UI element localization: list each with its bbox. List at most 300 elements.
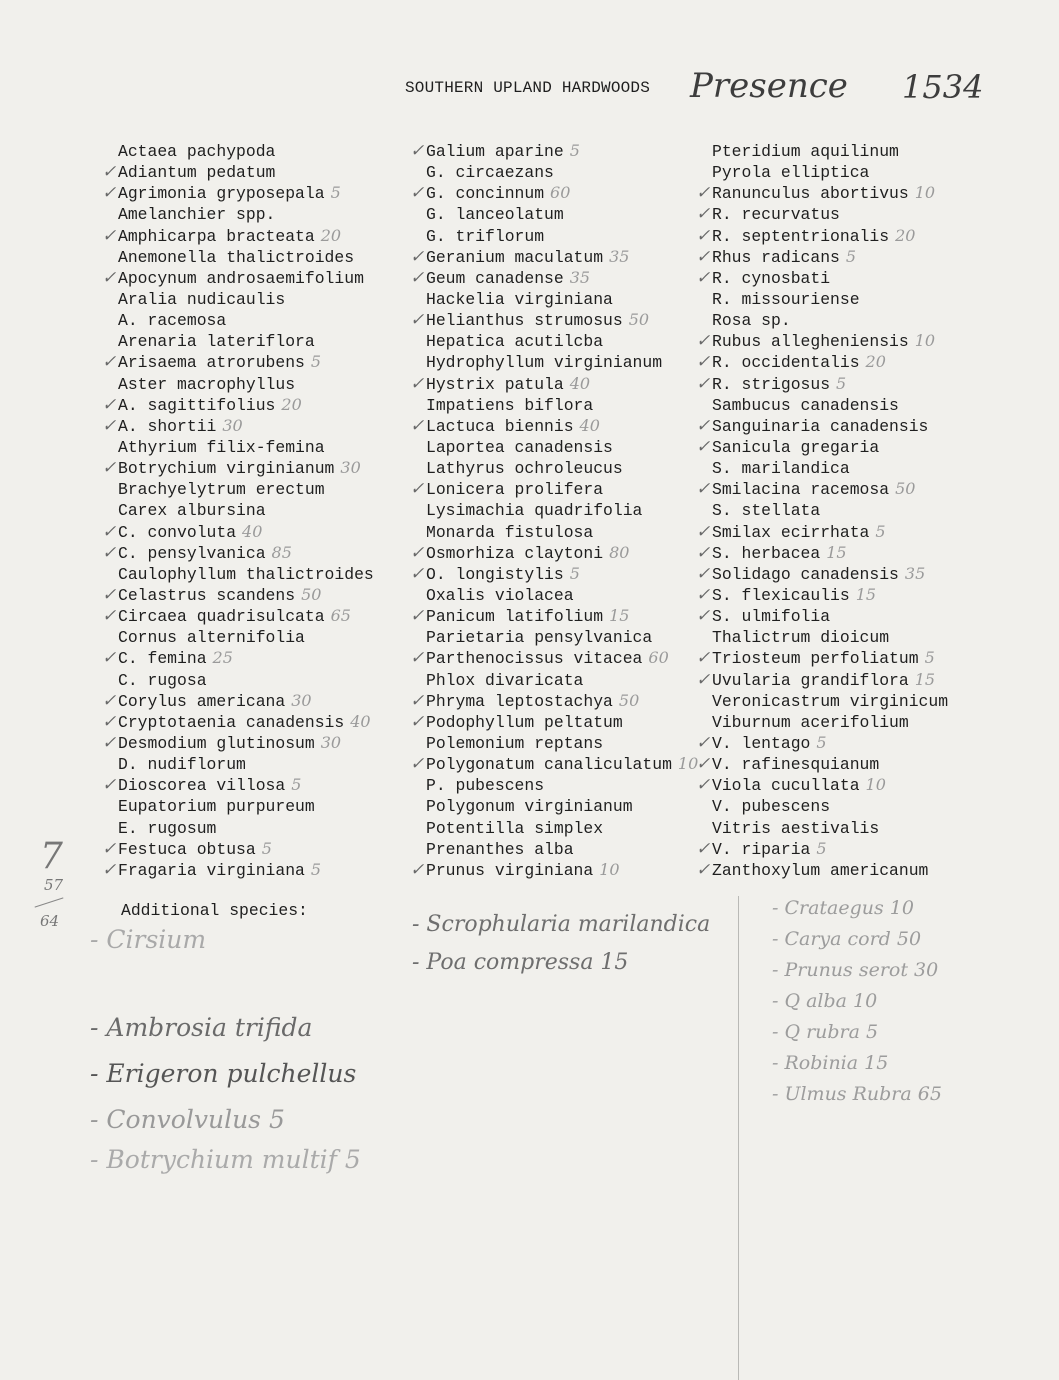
species-row bbox=[102, 457, 380, 479]
check-mark: ✓ bbox=[696, 331, 711, 352]
check-mark: ✓ bbox=[696, 521, 711, 542]
species-row bbox=[712, 394, 954, 415]
cover-value: 35 bbox=[904, 563, 926, 583]
cover-value: 80 bbox=[609, 542, 630, 562]
species-row bbox=[102, 225, 380, 246]
species-row bbox=[426, 774, 698, 795]
species-name: Veronicastrum virginicum bbox=[712, 691, 949, 711]
species-name: Botrychium virginianum bbox=[118, 459, 335, 479]
cover-value: 40 bbox=[569, 373, 591, 393]
species-name: Uvularia grandiflora bbox=[712, 670, 909, 690]
species-row bbox=[102, 774, 380, 796]
species-row bbox=[118, 203, 380, 224]
check-mark: ✓ bbox=[410, 563, 425, 584]
check-mark: ✓ bbox=[410, 859, 425, 880]
species-name: Hydrophyllum virginianum bbox=[426, 353, 663, 373]
cover-value: 20 bbox=[895, 225, 916, 245]
check-mark: ✓ bbox=[102, 732, 117, 753]
cover-value: 10 bbox=[914, 331, 936, 351]
species-name: Apocynum androsaemifolium bbox=[118, 268, 364, 288]
species-name: Panicum latifolium bbox=[426, 607, 604, 627]
pencil-divider-line bbox=[738, 896, 739, 1380]
species-row bbox=[118, 436, 380, 457]
species-row bbox=[410, 373, 698, 394]
cover-value: 5 bbox=[836, 373, 847, 393]
check-mark: ✓ bbox=[410, 415, 425, 436]
cover-value: 5 bbox=[569, 563, 580, 583]
species-row bbox=[426, 626, 698, 647]
species-row bbox=[102, 647, 380, 669]
species-row bbox=[696, 478, 954, 500]
species-column-2 bbox=[410, 140, 699, 880]
species-row bbox=[426, 394, 698, 415]
cover-value: 5 bbox=[845, 246, 857, 266]
species-name: C. rugosa bbox=[118, 670, 207, 690]
cover-value: 15 bbox=[826, 542, 847, 562]
species-name: C. pensylvanica bbox=[118, 543, 266, 563]
cover-value: 5 bbox=[330, 183, 341, 203]
species-row bbox=[712, 795, 954, 816]
check-mark: ✓ bbox=[102, 711, 117, 732]
species-name: Lysimachia quadrifolia bbox=[426, 501, 643, 521]
species-row bbox=[696, 774, 954, 796]
handwritten-species: - Scrophularia marilandica bbox=[412, 912, 711, 937]
species-row bbox=[696, 436, 954, 457]
handwritten-species: - Botrychium multif 5 bbox=[90, 1145, 361, 1174]
species-name: Rhus radicans bbox=[712, 247, 840, 267]
species-row bbox=[696, 225, 954, 246]
check-mark: ✓ bbox=[696, 225, 711, 246]
cover-value: 5 bbox=[569, 141, 580, 160]
species-row bbox=[696, 838, 954, 859]
check-mark: ✓ bbox=[696, 563, 711, 584]
check-mark: ✓ bbox=[102, 225, 117, 246]
check-mark: ✓ bbox=[696, 838, 711, 859]
species-name: C. femina bbox=[118, 649, 207, 669]
species-row bbox=[426, 584, 698, 605]
handwritten-species: - Q rubra 5 bbox=[772, 1021, 879, 1043]
species-name: Smilacina racemosa bbox=[712, 480, 890, 500]
handwritten-species: - Robinia 15 bbox=[772, 1052, 889, 1074]
tally-numerator: 57 bbox=[44, 876, 64, 894]
check-mark: ✓ bbox=[696, 606, 711, 627]
species-name: R. strigosus bbox=[712, 374, 831, 394]
species-name: Zanthoxylum americanum bbox=[712, 860, 929, 880]
species-name: Ranunculus abortivus bbox=[712, 184, 909, 204]
species-row bbox=[102, 267, 380, 288]
check-mark: ✓ bbox=[696, 648, 711, 669]
species-name: Smilax ecirrhata bbox=[712, 522, 870, 542]
species-row bbox=[696, 669, 954, 690]
species-name: V. lentago bbox=[712, 733, 811, 753]
check-mark: ✓ bbox=[410, 479, 425, 500]
species-row bbox=[118, 246, 380, 267]
species-row bbox=[712, 499, 954, 520]
species-name: S. ulmifolia bbox=[712, 607, 831, 627]
check-mark: ✓ bbox=[696, 352, 711, 373]
species-name: R. missouriense bbox=[712, 289, 860, 309]
handwritten-species: - Ambrosia trifida bbox=[90, 1013, 313, 1042]
species-row bbox=[102, 415, 380, 436]
cover-value: 50 bbox=[301, 584, 322, 604]
species-row bbox=[426, 457, 698, 478]
cover-value: 15 bbox=[609, 606, 630, 626]
handwritten-additions-middle bbox=[412, 912, 710, 988]
species-name: Hackelia virginiana bbox=[426, 289, 613, 309]
handwritten-species: - Crataegus 10 bbox=[772, 897, 914, 919]
species-row bbox=[410, 140, 698, 161]
species-row bbox=[118, 309, 380, 330]
species-name: Aster macrophyllus bbox=[118, 374, 296, 394]
species-name: Caulophyllum thalictroides bbox=[118, 564, 374, 584]
species-name: Triosteum perfoliatum bbox=[712, 649, 919, 669]
species-name: A. sagittifolius bbox=[118, 395, 276, 415]
species-name: Arenaria lateriflora bbox=[118, 332, 315, 352]
species-name: Amelanchier spp. bbox=[118, 205, 276, 225]
species-name: Circaea quadrisulcata bbox=[118, 607, 325, 627]
species-name: V. rafinesquianum bbox=[712, 755, 880, 775]
cover-value: 85 bbox=[271, 542, 292, 562]
check-mark: ✓ bbox=[410, 606, 425, 627]
tally-count: 7 bbox=[40, 836, 63, 877]
species-name: Phlox divaricata bbox=[426, 670, 584, 690]
species-row bbox=[118, 288, 380, 309]
species-row bbox=[410, 246, 698, 267]
species-row bbox=[696, 373, 954, 394]
species-name: Amphicarpa bracteata bbox=[118, 226, 315, 246]
check-mark: ✓ bbox=[410, 310, 425, 331]
species-row bbox=[102, 542, 380, 563]
species-name: Parietaria pensylvanica bbox=[426, 628, 653, 648]
species-name: Sambucus canadensis bbox=[712, 395, 899, 415]
check-mark: ✓ bbox=[410, 246, 425, 267]
species-name: Laportea canadensis bbox=[426, 437, 613, 457]
species-row bbox=[696, 182, 954, 204]
check-mark: ✓ bbox=[410, 754, 425, 775]
handwritten-species: - Erigeron pulchellus bbox=[90, 1059, 357, 1088]
species-row bbox=[712, 140, 954, 161]
cover-value: 5 bbox=[875, 521, 886, 541]
species-name: S. stellata bbox=[712, 501, 821, 521]
species-name: Actaea pachypoda bbox=[118, 142, 276, 161]
check-mark: ✓ bbox=[696, 436, 711, 457]
check-mark: ✓ bbox=[410, 373, 425, 394]
species-name: Arisaema atrorubens bbox=[118, 353, 305, 373]
handwritten-species: - Poa compressa 15 bbox=[412, 950, 629, 975]
species-name: Polemonium reptans bbox=[426, 733, 604, 753]
species-row bbox=[712, 457, 954, 478]
species-name: R. occidentalis bbox=[712, 353, 860, 373]
check-mark: ✓ bbox=[102, 690, 117, 711]
species-row bbox=[696, 732, 954, 753]
species-name: G. triflorum bbox=[426, 226, 545, 246]
species-column-3 bbox=[696, 140, 954, 880]
species-name: V. riparia bbox=[712, 839, 811, 859]
species-name: Potentilla simplex bbox=[426, 818, 604, 838]
species-row bbox=[712, 817, 954, 838]
species-row bbox=[696, 647, 954, 669]
species-name: Sanguinaria canadensis bbox=[712, 416, 929, 436]
species-row bbox=[118, 563, 380, 584]
species-row bbox=[426, 732, 698, 753]
check-mark: ✓ bbox=[696, 542, 711, 563]
cover-value: 35 bbox=[569, 267, 591, 287]
species-name: Impatiens biflora bbox=[426, 395, 594, 415]
check-mark: ✓ bbox=[102, 775, 117, 796]
species-row bbox=[102, 161, 380, 183]
cover-value: 5 bbox=[261, 838, 272, 858]
species-name: Polygonatum canaliculatum bbox=[426, 755, 672, 775]
species-row bbox=[102, 182, 380, 204]
species-row bbox=[696, 753, 954, 775]
species-row bbox=[118, 626, 380, 647]
species-name: Geum canadense bbox=[426, 268, 564, 288]
species-row bbox=[426, 521, 698, 542]
species-name: Hepatica acutilcba bbox=[426, 332, 604, 352]
species-name: Parthenocissus vitacea bbox=[426, 649, 643, 669]
check-mark: ✓ bbox=[410, 542, 425, 563]
species-row bbox=[426, 436, 698, 457]
species-name: Pteridium aquilinum bbox=[712, 142, 899, 161]
species-name: Geranium maculatum bbox=[426, 247, 604, 267]
cover-value: 60 bbox=[550, 183, 571, 203]
species-row bbox=[696, 542, 954, 563]
check-mark: ✓ bbox=[696, 669, 711, 690]
species-name: Agrimonia gryposepala bbox=[118, 184, 325, 204]
species-name: V. pubescens bbox=[712, 797, 831, 817]
species-name: S. flexicaulis bbox=[712, 585, 850, 605]
species-name: Prunus virginiana bbox=[426, 860, 594, 880]
species-row bbox=[712, 626, 954, 647]
species-row bbox=[426, 838, 698, 859]
additional-species-label: Additional species: bbox=[121, 901, 308, 920]
species-name: Lonicera prolifera bbox=[426, 480, 604, 500]
species-name: Galium aparine bbox=[426, 142, 564, 161]
species-name: R. cynosbati bbox=[712, 268, 831, 288]
species-row bbox=[410, 478, 698, 500]
species-name: O. longistylis bbox=[426, 564, 564, 584]
species-name: Podophyllum peltatum bbox=[426, 712, 623, 732]
species-row bbox=[696, 584, 954, 605]
check-mark: ✓ bbox=[102, 394, 117, 415]
species-row bbox=[696, 605, 954, 627]
handwritten-presence-label: Presence bbox=[690, 66, 848, 106]
cover-value: 10 bbox=[914, 183, 936, 203]
check-mark: ✓ bbox=[102, 162, 117, 183]
species-row bbox=[426, 499, 698, 520]
species-name: G. circaezans bbox=[426, 163, 554, 183]
species-name: A. racemosa bbox=[118, 311, 227, 331]
species-row bbox=[696, 267, 954, 288]
species-name: Rubus allegheniensis bbox=[712, 332, 909, 352]
species-name: Oxalis violacea bbox=[426, 585, 574, 605]
species-row bbox=[118, 499, 380, 520]
cover-value: 20 bbox=[281, 394, 302, 414]
species-name: Pyrola elliptica bbox=[712, 163, 870, 183]
species-row bbox=[712, 711, 954, 732]
species-name: Anemonella thalictroides bbox=[118, 247, 355, 267]
check-mark: ✓ bbox=[696, 246, 711, 267]
species-name: Sanicula gregaria bbox=[712, 437, 880, 457]
species-row bbox=[696, 521, 954, 542]
check-mark: ✓ bbox=[696, 267, 711, 288]
species-row bbox=[410, 542, 698, 563]
species-row bbox=[118, 795, 380, 816]
species-name: E. rugosum bbox=[118, 818, 217, 838]
species-row bbox=[426, 161, 698, 182]
species-name: Fragaria virginiana bbox=[118, 860, 305, 880]
species-name: Polygonum virginianum bbox=[426, 797, 633, 817]
cover-value: 5 bbox=[924, 648, 935, 668]
species-row bbox=[118, 373, 380, 394]
species-row bbox=[410, 309, 698, 331]
species-name: Viola cucullata bbox=[712, 776, 860, 796]
species-row bbox=[426, 330, 698, 351]
cover-value: 10 bbox=[677, 754, 699, 774]
species-name: Festuca obtusa bbox=[118, 839, 256, 859]
species-row bbox=[102, 584, 380, 605]
check-mark: ✓ bbox=[410, 141, 425, 161]
check-mark: ✓ bbox=[696, 479, 711, 500]
check-mark: ✓ bbox=[696, 859, 711, 880]
species-name: Lathyrus ochroleucus bbox=[426, 459, 623, 479]
species-row bbox=[696, 415, 954, 436]
species-column-1 bbox=[102, 140, 380, 880]
cover-value: 30 bbox=[340, 458, 361, 478]
check-mark: ✓ bbox=[696, 204, 711, 225]
species-row bbox=[102, 605, 380, 627]
species-row bbox=[426, 351, 698, 372]
handwritten-additions-left bbox=[90, 925, 361, 1185]
cover-value: 40 bbox=[242, 521, 263, 541]
handwritten-stand-number: 1534 bbox=[902, 68, 984, 106]
check-mark: ✓ bbox=[410, 690, 425, 711]
check-mark: ✓ bbox=[410, 711, 425, 732]
handwritten-species: - Convolvulus 5 bbox=[90, 1105, 285, 1134]
species-name: Cornus alternifolia bbox=[118, 628, 305, 648]
species-name: Brachyelytrum erectum bbox=[118, 480, 325, 500]
species-name: S. marilandica bbox=[712, 459, 850, 479]
check-mark: ✓ bbox=[102, 838, 117, 859]
species-row bbox=[102, 711, 380, 732]
species-row bbox=[410, 647, 698, 669]
species-row bbox=[712, 288, 954, 309]
cover-value: 60 bbox=[648, 648, 669, 668]
cover-value: 40 bbox=[579, 415, 600, 435]
check-mark: ✓ bbox=[102, 648, 117, 669]
cover-value: 40 bbox=[350, 711, 371, 731]
species-name: Celastrus scandens bbox=[118, 585, 296, 605]
species-name: Helianthus strumosus bbox=[426, 311, 623, 331]
cover-value: 20 bbox=[320, 225, 342, 245]
cover-value: 10 bbox=[865, 775, 886, 795]
species-name: Eupatorium purpureum bbox=[118, 797, 315, 817]
check-mark: ✓ bbox=[696, 775, 711, 796]
check-mark: ✓ bbox=[102, 458, 117, 479]
tally-denominator: 64 bbox=[40, 912, 60, 930]
species-name: C. convoluta bbox=[118, 522, 237, 542]
species-name: Hystrix patula bbox=[426, 374, 564, 394]
species-row bbox=[410, 690, 698, 711]
species-name: Phryma leptostachya bbox=[426, 691, 613, 711]
species-row bbox=[426, 225, 698, 246]
cover-value: 35 bbox=[609, 246, 630, 266]
species-row bbox=[410, 563, 698, 584]
handwritten-additions-right bbox=[772, 897, 942, 1114]
species-name: Dioscorea villosa bbox=[118, 776, 286, 796]
check-mark: ✓ bbox=[102, 415, 117, 436]
species-name: Rosa sp. bbox=[712, 311, 791, 331]
species-name: G. lanceolatum bbox=[426, 205, 564, 225]
species-name: S. herbacea bbox=[712, 543, 821, 563]
species-row bbox=[102, 521, 380, 542]
species-row bbox=[102, 351, 380, 373]
species-name: Corylus americana bbox=[118, 691, 286, 711]
check-mark: ✓ bbox=[102, 606, 117, 627]
species-row bbox=[102, 394, 380, 415]
species-row bbox=[426, 795, 698, 816]
cover-value: 30 bbox=[320, 732, 342, 752]
handwritten-species: - Prunus serot 30 bbox=[772, 959, 939, 981]
check-mark: ✓ bbox=[696, 183, 711, 204]
species-name: Vitris aestivalis bbox=[712, 818, 880, 838]
check-mark: ✓ bbox=[102, 352, 117, 373]
species-name: Viburnum acerifolium bbox=[712, 712, 909, 732]
species-row bbox=[410, 267, 698, 288]
cover-value: 50 bbox=[628, 310, 650, 330]
handwritten-species: - Q alba 10 bbox=[772, 990, 878, 1012]
species-row bbox=[102, 838, 380, 859]
species-name: Desmodium glutinosum bbox=[118, 733, 315, 753]
species-row bbox=[696, 203, 954, 225]
cover-value: 5 bbox=[310, 352, 322, 372]
species-name: Osmorhiza claytoni bbox=[426, 543, 604, 563]
species-row bbox=[118, 330, 380, 351]
species-row bbox=[118, 669, 380, 690]
species-row bbox=[118, 478, 380, 499]
check-mark: ✓ bbox=[102, 521, 117, 542]
cover-value: 5 bbox=[291, 775, 302, 795]
species-name: Cryptotaenia canadensis bbox=[118, 712, 345, 732]
species-name: R. recurvatus bbox=[712, 205, 840, 225]
species-row bbox=[696, 330, 954, 352]
species-row bbox=[696, 859, 954, 880]
check-mark: ✓ bbox=[410, 183, 425, 204]
species-name: A. shortii bbox=[118, 416, 217, 436]
species-row bbox=[696, 246, 954, 267]
species-row bbox=[426, 203, 698, 224]
species-row bbox=[410, 605, 698, 627]
species-name: R. septentrionalis bbox=[712, 226, 890, 246]
cover-value: 50 bbox=[895, 479, 916, 499]
check-mark: ✓ bbox=[410, 267, 425, 288]
check-mark: ✓ bbox=[410, 648, 425, 669]
species-name: P. pubescens bbox=[426, 776, 545, 796]
species-row bbox=[712, 690, 954, 711]
check-mark: ✓ bbox=[102, 584, 117, 605]
species-name: Lactuca biennis bbox=[426, 416, 574, 436]
cover-value: 65 bbox=[330, 606, 351, 626]
species-row bbox=[426, 288, 698, 309]
species-row bbox=[118, 753, 380, 774]
species-name: Carex albursina bbox=[118, 501, 266, 521]
cover-value: 5 bbox=[310, 859, 322, 879]
species-row bbox=[410, 859, 698, 880]
document-title: SOUTHERN UPLAND HARDWOODS bbox=[405, 79, 651, 97]
species-row bbox=[410, 182, 698, 204]
tally-fraction-line bbox=[35, 897, 64, 907]
species-row bbox=[102, 732, 380, 753]
